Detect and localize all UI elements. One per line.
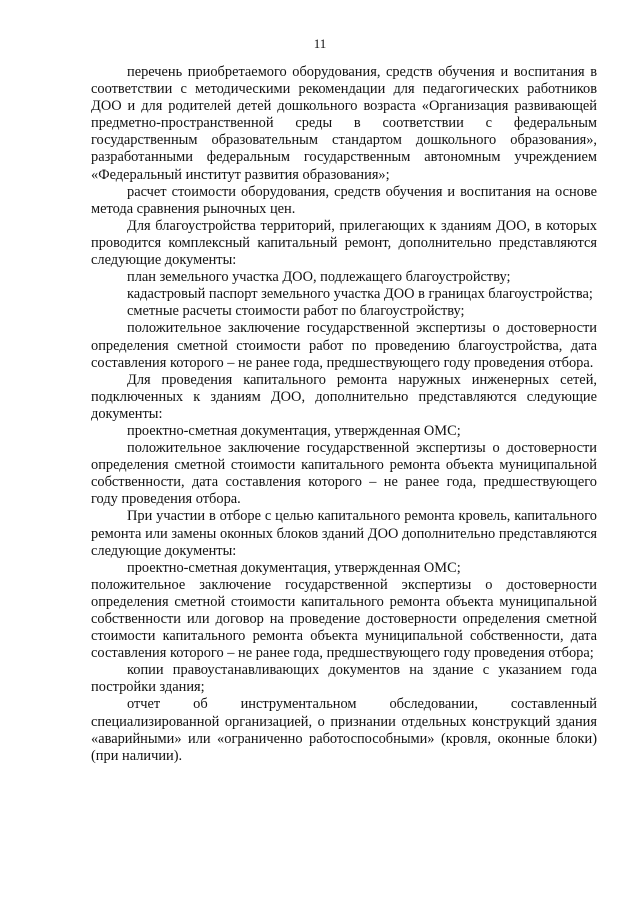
paragraph-title-documents: копии правоустанавливающих документов на здание с указанием года постройки здания; [91,662,597,696]
paragraph-cost-calculation: расчет стоимости оборудования, средств обучения и воспитания на основе метода сравнения рыночных цен. [91,183,597,217]
paragraph-roof-windows-design-docs: проектно-сметная документация, утвержденная ОМС; [127,559,461,576]
paragraph-land-plan: план земельного участка ДОО, подлежащего благоустройству; [127,269,511,286]
paragraph-landscaping-estimates: сметные расчеты стоимости работ по благоустройству; [127,303,465,320]
paragraph-equipment-list: перечень приобретаемого оборудования, средств обучения и воспитания в соответствии с методическими рекомендации для педагогических работников ДОО и для родителей детей дошкольного возраста «Организация развивающей предметно-пространственной среды в соответствии с федеральным государственным образовательным стандартом дошкольного образования», разработанными федеральным государственным автономным учреждением «Федеральный институт развития образования»; [91,64,597,183]
paragraph-roof-windows-intro: При участии в отборе с целью капитального ремонта кровель, капитального ремонта или замены оконных блоков зданий ДОО дополнительно представляются следующие документы: [91,508,597,559]
paragraph-landscaping-expertise: положительное заключение государственной экспертизы о достоверности определения сметной стоимости работ по проведению благоустройства, дата составления которого – не ранее года, предшествующего году проведения отбора. [91,320,597,371]
paragraph-networks-intro: Для проведения капитального ремонта наружных инженерных сетей, подключенных к зданиям ДОО, дополнительно представляются следующие документы: [91,371,597,422]
document-body [91,64,597,765]
paragraph-networks-design-docs: проектно-сметная документация, утвержденная ОМС; [127,422,461,439]
paragraph-landscaping-intro: Для благоустройства территорий, прилегающих к зданиям ДОО, в которых проводится комплексный капитальный ремонт, дополнительно представляются следующие документы: [91,217,597,269]
page-number: 11 [313,36,327,51]
paragraph-roof-windows-expertise: положительное заключение государственной экспертизы о достоверности определения сметной стоимости капитального ремонта объекта муниципальной собственности или договор на проведение достоверности определения сметной стоимости капитального ремонта объекта муниципальной собственности, дата составления которого – не ранее года, предшествующего году проведения отбора; [91,576,597,662]
paragraph-networks-expertise: положительное заключение государственной экспертизы о достоверности определения сметной стоимости капитального ремонта объекта муниципальной собственности, дата составления которого – не ранее года, предшествующего году проведения отбора. [91,440,597,508]
paragraph-inspection-report: отчет об инструментальном обследовании, составленный специализированной организацией, о признании отдельных конструкций здания «аварийными» или «ограниченно работоспособными» (кровля, оконные блоки) (при наличии). [91,696,597,764]
paragraph-cadastral-passport: кадастровый паспорт земельного участка ДОО в границах благоустройства; [127,286,593,303]
